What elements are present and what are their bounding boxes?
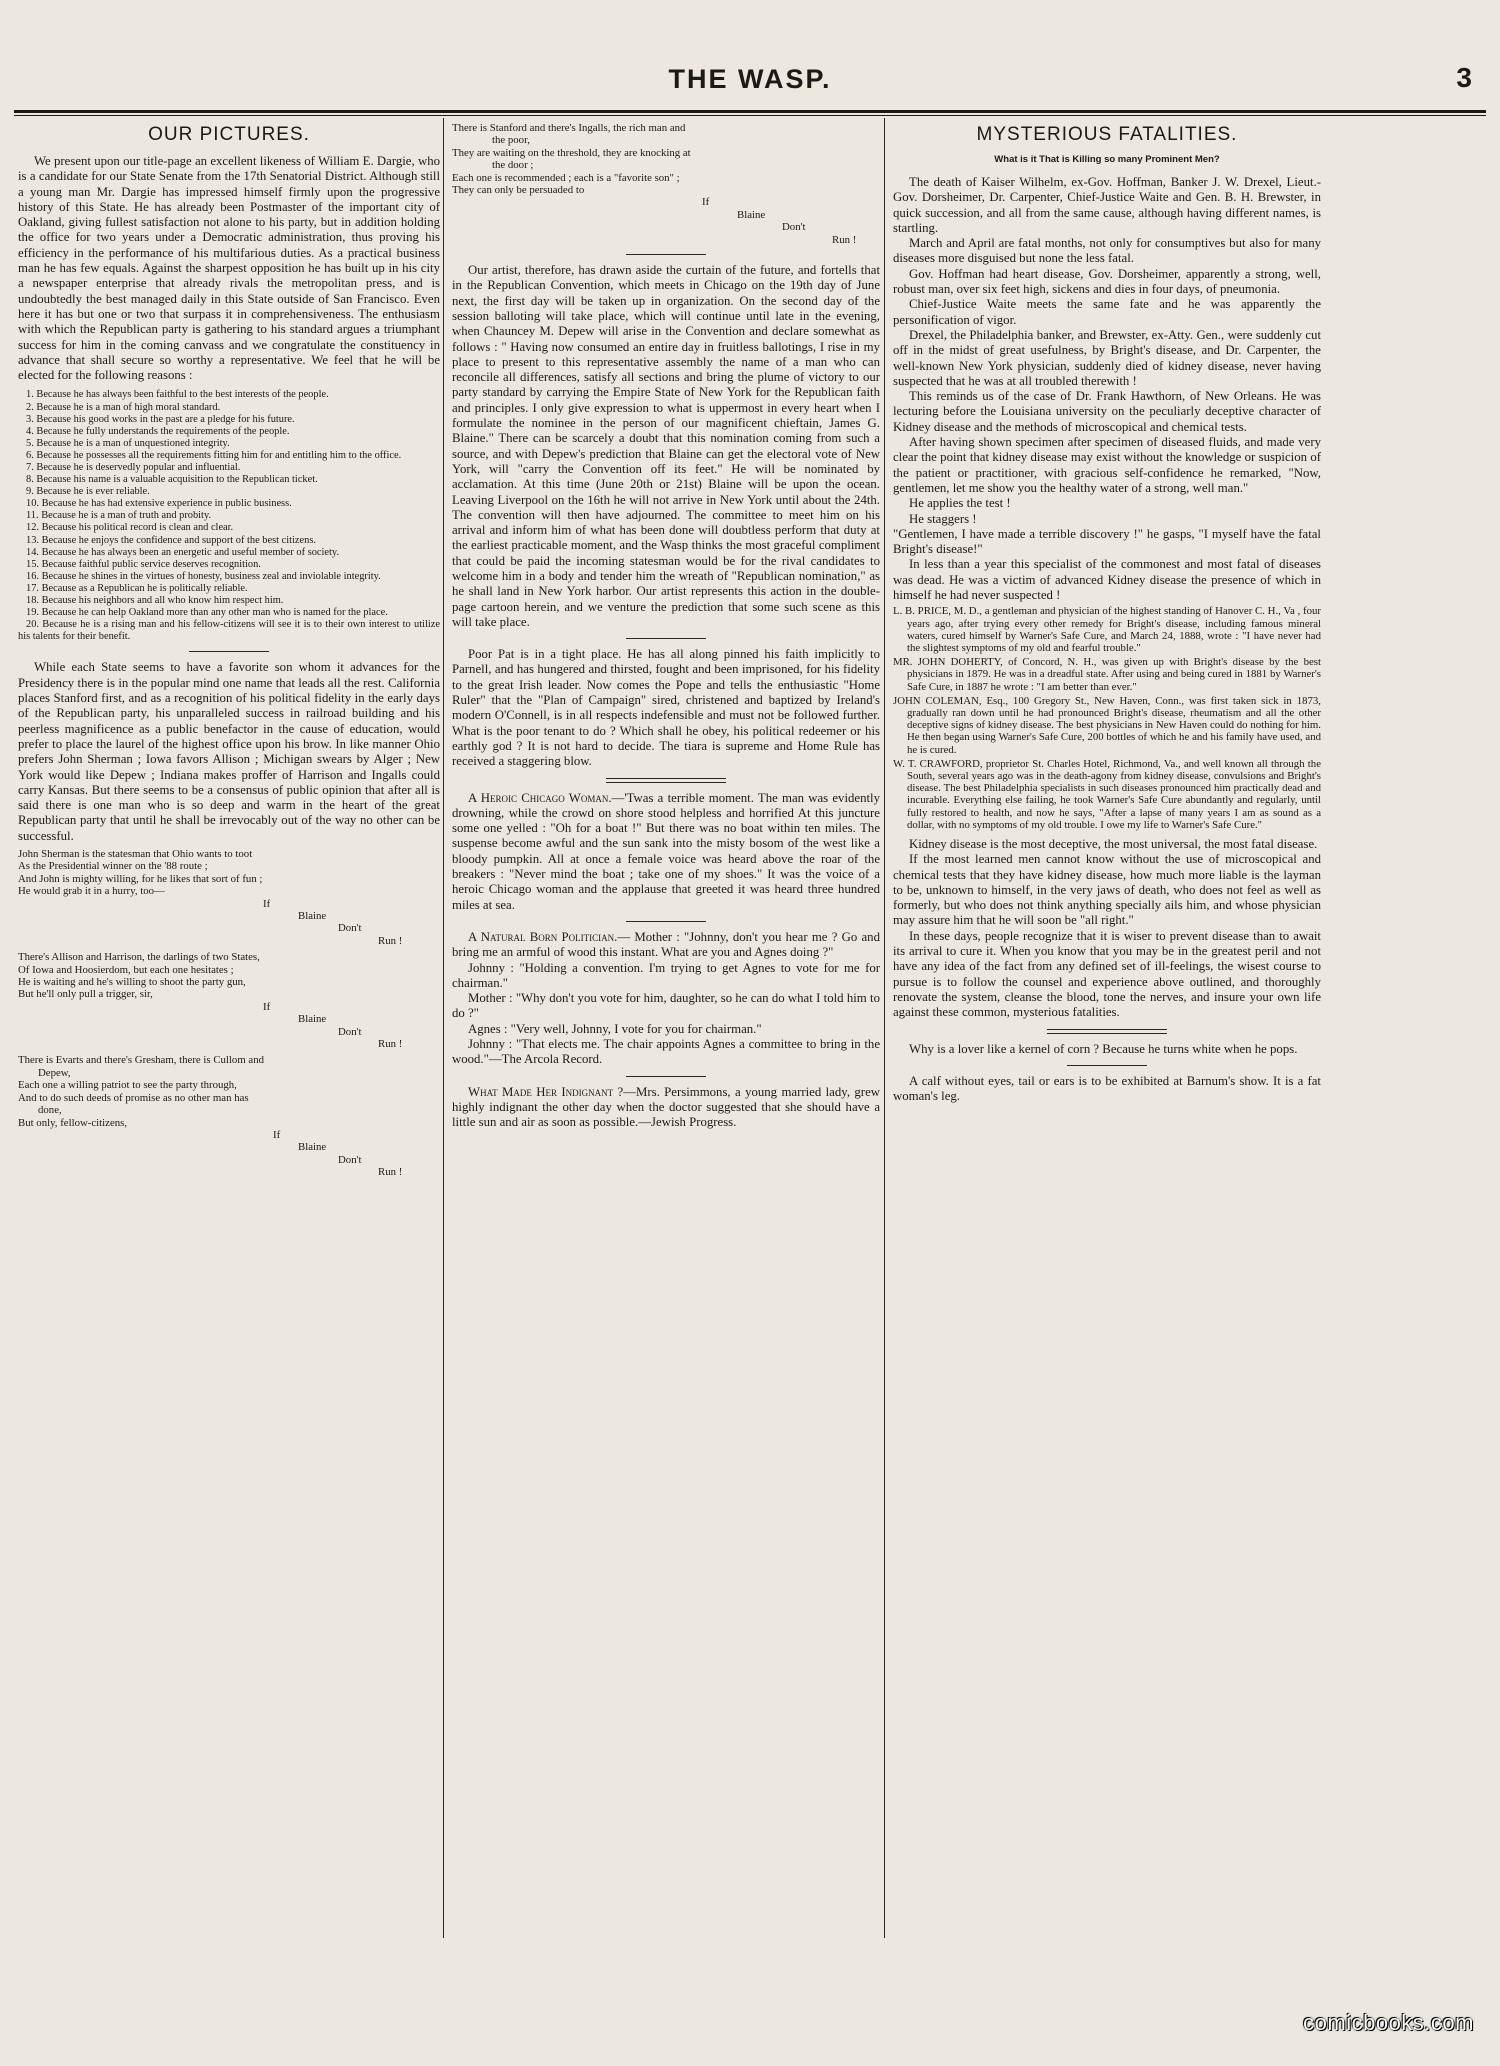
refrain-blaine: Blaine [737,208,766,221]
column-1 [18,122,440,1937]
list-item: 9. Because he is ever reliable. [26,486,150,498]
article-heading: MYSTERIOUS FATALITIES. [976,124,1238,145]
list-item: 11. Because he is a man of truth and probity. [26,510,212,522]
article-paragraph: While each State seems to have a favorite son whom it advances for the Presidency there is in the popular mind one name that leads all the rest. California places Stanford first, and as a recognition of his political fidelity in the early days of the Republican party, his unparalleled success in railroad building and his peerless magnificence as a public benefactor in the cause of education, would prefer to place the laurel of the highest office upon his brow. In like manner Ohio prefers John Sherman ; Iowa favors Allison ; Michigan swears by Alger ; New York would like Depew ; Indiana makes proffer of Harrison and Ingalls could carry Kansas. But there seems to be a consensus of public opinion that after all is said there is one man who is so deep and warm in the heart of the great Republican party that until he shall be irrevocably out of the way no other can be successful. [18,660,440,843]
item-title: A Heroic Chicago Woman. [468,790,612,805]
verse-line: There's Allison and Harrison, the darlings of two States, [18,951,260,964]
column-3 [893,122,1321,1937]
refrain-dont: Don't [338,1153,362,1166]
list-item: 20. Because he is a rising man and his fellow-citizens will see it is to their own interest to utilize his talents for their benefit. [18,619,440,643]
list-item: 4. Because he fully understands the requirements of the people. [26,425,290,437]
article-paragraph: In less than a year this specialist of the commonest and most fatal of diseases was dead. He was a victim of advanced Kidney disease the presence of which in himself he had never suspected ! [893,557,1321,603]
dialogue-line: Johnny : "Holding a convention. I'm trying to get Agnes to vote for me for chairman." [452,960,880,990]
list-item: 17. Because as a Republican he is politically reliable. [26,582,248,594]
dialogue-line: Johnny : "That elects me. The chair appoints Agnes a committee to bring in the wood."—The Arcola Record. [452,1037,880,1067]
testimonial: MR. JOHN DOHERTY, of Concord, N. H., was given up with Bright's disease by the best physicians in 1879. He was in a dreadful state. After using and being cured in 1881 by Warner's Safe Cure, in 1887 he wrote : "I am better than ever." [893,656,1321,693]
verse-line: They can only be persuaded to [452,184,585,197]
article-paragraph [452,930,880,961]
joke-paragraph: Why is a lover like a kernel of corn ? Because he turns white when he pops. [909,1041,1298,1056]
verse-stanza [18,848,440,947]
verse-line: the poor, [492,134,530,147]
item-title: What Made Her Indignant ? [468,1084,624,1099]
refrain-blaine: Blaine [298,910,327,923]
verse-stanza [18,951,440,1050]
article-paragraph: Our artist, therefore, has drawn aside the curtain of the future, and fortells that in the Republican Convention, which meets in Chicago on the 19th day of June next, the first day will be taken up in organization. On the second day of the session balloting will take place, which will continue until late in the evening, when Chauncey M. Depew will arise in the Convention and declare somewhat as follows : " Having now consumed an entire day in fruitless ballotings, I rise in my place to present to this representative assembly the name of a man who can reconcile all differences, satisfy all sections and bring the plume of victory to our party standard by carrying the Empire State of New York for the Republican faith and principles. I only give expression to what is uppermost in every heart when I formulate the nominee in the person of our magnificent chieftain, James G. Blaine." There can be scarcely a doubt that this nomination coming from such a source, and with Depew's prediction that Blaine can get the electoral vote of New York, will "carry the Convention off its feet." He will be nominated by acclamation. At this time (June 20th or 21st) Blaine will be upon the ocean. Leaving Liverpool on the 16th he will not arrive in New York until about the 24th. The convention will then have adjourned. The committee to meet him on his arrival and inform him of what has been done will doubtless perform that duty at the earliest practicable moment, and the Wasp thinks the most graceful compliment that could be paid the incoming statesman would be for the rival candidates to welcome him in a body and tender him the wreath of "Republican nomination," as he shall land in New York harbor. Our artist represents this action in the double-page cartoon herein, and we venture the prediction that some such scene as this will take place. [452,263,880,629]
list-item: 1. Because he has always been faithful to the best interests of the people. [26,389,329,401]
refrain-if: If [263,897,271,910]
verse-line: They are waiting on the threshold, they are knocking at [452,146,691,159]
article-paragraph: Poor Pat is in a tight place. He has all along pinned his faith implicitly to Parnell, and has hungered and thirsted, fought and been imprisoned, for his fidelity to the great Irish leader. Now comes the Pope and tells the enthusiastic "Home Ruler" that the "Plan of Campaign" sired, christened and baptized by Ireland's modern O'Connell, is in all respects indefensible and must not be followed further. What is the poor tenant to do ? Which shall he obey, his political redeemer or his earthly god ? It is not hard to decide. The tiara is supreme and Home Rule has received a staggering blow. [452,647,880,769]
verse-line: But he'll only pull a trigger, sir, [18,988,153,1001]
verse-line: the door ; [492,159,534,172]
section-divider [1067,1065,1147,1066]
list-item: 3. Because his good works in the past are a pledge for his future. [26,413,295,425]
list-item: 8. Because his name is a valuable acquisition to the Republican ticket. [26,474,318,486]
column-2 [452,122,880,1937]
article-paragraph: He applies the test ! [909,496,1011,511]
article-paragraph: We present upon our title-page an excellent likeness of William E. Dargie, who is a candidate for our State Senate from the 17th Senatorial District. Although still a young man Mr. Dargie has impressed himself firmly upon the progressive history of this State. He has already been Postmaster of the important city of Oakland, giving fullest satisfaction not alone to his party, but in addition holding the office for two years under a Democratic administration, thus proving his efficiency in the performance of his multifarious duties. As a practical business man he has few equals. Against the sharpest opposition he has built up in his city a newspaper enterprise that already rivals the metropolitan press, and is undoubtedly the best managed daily in this State outside of San Francisco. Even here it has but one or two that surpass it in comprehensiveness. The enthusiasm with which the Republican party is gathering to his standard argues a triumphant success for him in the coming canvass and we congratulate the constituency in advance that shall secure so worthy a representative. We feel that he will be elected for the following reasons : [18,154,440,383]
verse-line: But only, fellow-citizens, [18,1116,128,1129]
testimonial: W. T. CRAWFORD, proprietor St. Charles Hotel, Richmond, Va., and well known all through the South, several years ago was in the death-agony from kidney disease, convulsions and Bright's disease. The best Philadelphia specialists in such diseases pronounced him practically dead and incurable. Everything else failing, he took Warner's Safe Cure abundantly and regularly, until fully restored to health, and now he says, "After a lapse of many years I am as sound as a dollar, with no symptoms of my old trouble. I owe my life to Warner's Safe Cure." [893,757,1321,831]
list-item: 5. Because he is a man of unquestioned integrity. [26,437,230,449]
refrain-dont: Don't [338,922,362,935]
article-subheading: What is it That is Killing so many Prominent Men? [994,154,1220,165]
item-text: —'Twas a terrible moment. The man was evidently drowning, while the crowd on shore stood helpless and horrified At this juncture some one yelled : "Oh for a boat !" But there was no boat within ten miles. The suspense become awful and the sun sank into the misty bosom of the west like a bloody pumpkin. All at once a female voice was heard above the roar of the breakers : "Never mind the boat ; take one of my shoes." It was the voice of a heroic Chicago woman and the applause that greeted it was heard three hundred miles at sea. [452,790,880,912]
list-item: 10. Because he has had extensive experience in public business. [26,498,292,510]
article-paragraph [452,791,880,913]
verse-line: There is Stanford and there's Ingalls, the rich man and [452,122,686,134]
article-paragraph: "Gentlemen, I have made a terrible discovery !" he gasps, "I myself have the fatal Bright's disease!" [893,526,1321,557]
refrain-if: If [702,196,710,209]
list-item: 12. Because his political record is clean and clear. [26,522,234,534]
masthead [14,62,1486,98]
verse-line: done, [38,1104,62,1117]
article-paragraph: In these days, people recognize that it is wiser to prevent disease than to await its arrival to cure it. When you know that you may be in the greatest peril and not have any idea of the fact from any defined set of ill-feelings, the wisest course to pursue is to follow the counsel and experience above outlined, and thoroughly renovate the system, cleanse the blood, tone the nerves, and insure your own life against these common, mysterious fatalities. [893,928,1321,1020]
refrain-run: Run ! [832,233,857,246]
article-paragraph: After having shown specimen after specimen of diseased fluids, and made very clear the point that kidney disease may exist without the knowledge or suspicion of the patient or practitioner, with gracious self-confidence he remarked, "Now, gentlemen, let me show you the healthy water of a strong, well man." [893,435,1321,495]
article-paragraph: If the most learned men cannot know without the use of microscopical and chemical tests that they have kidney disease, how much more liable is the layman to be, unknown to himself, in the very jaws of death, who does not feel as well as formerly, but who does not think anything specially ails him, and whose physician may assure him that he will soon be "all right." [893,852,1321,928]
section-divider [1047,1029,1167,1034]
list-item: 18. Because his neighbors and all who know him respect him. [26,595,284,607]
article-paragraph: He staggers ! [909,511,977,526]
article-paragraph [452,1085,880,1131]
article-heading: OUR PICTURES. [148,124,310,145]
verse-line: There is Evarts and there's Gresham, there is Cullom and [18,1054,265,1067]
refrain-run: Run ! [378,1166,403,1179]
testimonial: L. B. PRICE, M. D., a gentleman and physician of the highest standing of Hanover C. H., Va , four years ago, after trying every other remedy for Bright's disease, including famous mineral waters, cured himself by Warner's Safe Cure, and March 24, 1888, wrote : "I have never had the slightest symptoms of my old and fearful trouble." [893,605,1321,654]
testimonial: JOHN COLEMAN, Esq., 100 Gregory St., New Haven, Conn., was first taken sick in 1873, gradually ran down until he had pronounced Bright's disease, rheumatism and all the other deceptive signs of kidney disease. The best physicians in New Haven could do nothing for him. He then began using Warner's Safe Cure, 200 bottles of which he and his family have used, and he is cured. [893,694,1321,756]
joke-paragraph: A calf without eyes, tail or ears is to be exhibited at Barnum's show. It is a fat woman's leg. [893,1073,1321,1104]
refrain-if: If [263,1000,271,1013]
verse-line: Depew, [38,1066,71,1079]
section-divider [626,921,706,922]
verse-line: Each one is recommended ; each is a "favorite son" ; [452,171,680,184]
item-title: A Natural Born Politician. [468,929,618,944]
dialogue-line: Agnes : "Very well, Johnny, I vote for you for chairman." [468,1021,762,1036]
list-item: 16. Because he shines in the virtues of honesty, business zeal and inviolable integrity. [26,570,381,582]
section-divider [626,638,706,639]
section-divider [626,1076,706,1077]
verse-line: Each one a willing patriot to see the party through, [18,1079,237,1092]
refrain-blaine: Blaine [298,1141,327,1154]
article-paragraph: Kidney disease is the most deceptive, the most universal, the most fatal disease. [909,836,1318,851]
verse-stanza [18,1054,440,1178]
header-rule-thin [14,115,1486,116]
verse-line: John Sherman is the statesman that Ohio wants to toot [18,847,253,860]
list-item: 7. Because he is deservedly popular and influential. [26,462,241,474]
list-item: 6. Because he possesses all the requirements fitting him for and entitling him to the office. [26,449,402,461]
refrain-run: Run ! [378,934,403,947]
item-text: — Mother : "Johnny, don't you hear me ? Go and bring me an armful of wood this instant. What are you and Agnes doing ?" [452,929,880,960]
column-divider [443,118,444,1938]
reasons-list [18,389,440,643]
list-item: 14. Because he has always been an energetic and useful member of society. [26,546,340,558]
verse-line: And to do such deeds of promise as no other man has [18,1091,249,1104]
watermark-logo: comicbooks.com [1303,2010,1474,2035]
list-item: 2. Because he is a man of high moral standard. [26,401,221,413]
article-paragraph: Gov. Hoffman had heart disease, Gov. Dorsheimer, apparently a strong, well, robust man, over six feet high, sickens and dies in four days, of pneumonia. [893,266,1321,297]
list-item: 13. Because he enjoys the confidence and support of the best citizens. [26,534,316,546]
verse-line: As the Presidential winner on the '88 route ; [18,860,208,873]
verse-line: And John is mighty willing, for he likes that sort of fun ; [18,872,263,885]
section-divider [626,254,706,255]
article-paragraph: The death of Kaiser Wilhelm, ex-Gov. Hoffman, Banker J. W. Drexel, Lieut.-Gov. Dorsheimer, Dr. Carpenter, Chief-Justice Waite and Gen. B. H. Brewster, in quick succession, and all from the same cause, although having different names, is startling. [893,175,1321,235]
article-paragraph: March and April are fatal months, not only for consumptives but also for many diseases more disguised but none the less fatal. [893,236,1321,266]
header-rule [14,110,1486,113]
refrain-blaine: Blaine [298,1013,327,1026]
verse-line: Of Iowa and Hoosierdom, but each one hesitates ; [18,963,234,976]
column-divider [884,118,885,1938]
refrain-dont: Don't [338,1025,362,1038]
article-paragraph: Chief-Justice Waite meets the same fate and he was apparently the personification of vigor. [893,297,1321,327]
item-text: —Mrs. Persimmons, a young married lady, grew highly indignant the other day when the doctor suggested that she should have a little sun and air as soon as possible.—Jewish Progress. [452,1084,880,1130]
section-divider [606,778,726,783]
verse-stanza [452,122,880,246]
section-divider [189,651,269,652]
dialogue-line: Mother : "Why don't you vote for him, daughter, so he can do what I told him to do ?" [452,991,880,1021]
list-item: 15. Because faithful public service deserves recognition. [26,558,261,570]
article-paragraph: This reminds us of the case of Dr. Frank Hawthorn, of New Orleans. He was lecturing before the Louisiana university on the peculiarly deceptive character of Kidney disease and the methods of microscopical and chemical tests. [893,389,1321,434]
refrain-if: If [273,1128,281,1141]
refrain-dont: Don't [782,221,806,234]
page-number: 3 [1456,62,1472,93]
refrain-run: Run ! [378,1038,403,1051]
publication-title: THE WASP. [668,64,832,94]
list-item: 19. Because he can help Oakland more than any other man who is named for the place. [26,607,388,619]
verse-line: He is waiting and he's willing to shoot the party gun, [18,976,246,989]
article-paragraph: Drexel, the Philadelphia banker, and Brewster, ex-Atty. Gen., were suddenly cut off in the midst of great usefulness, by Bright's disease, and Dr. Carpenter, the well-known New York physician, suddenly died of kidney disease, never having suspected that he was at all troubled therewith ! [893,327,1321,388]
verse-line: He would grab it in a hurry, too— [18,885,165,898]
